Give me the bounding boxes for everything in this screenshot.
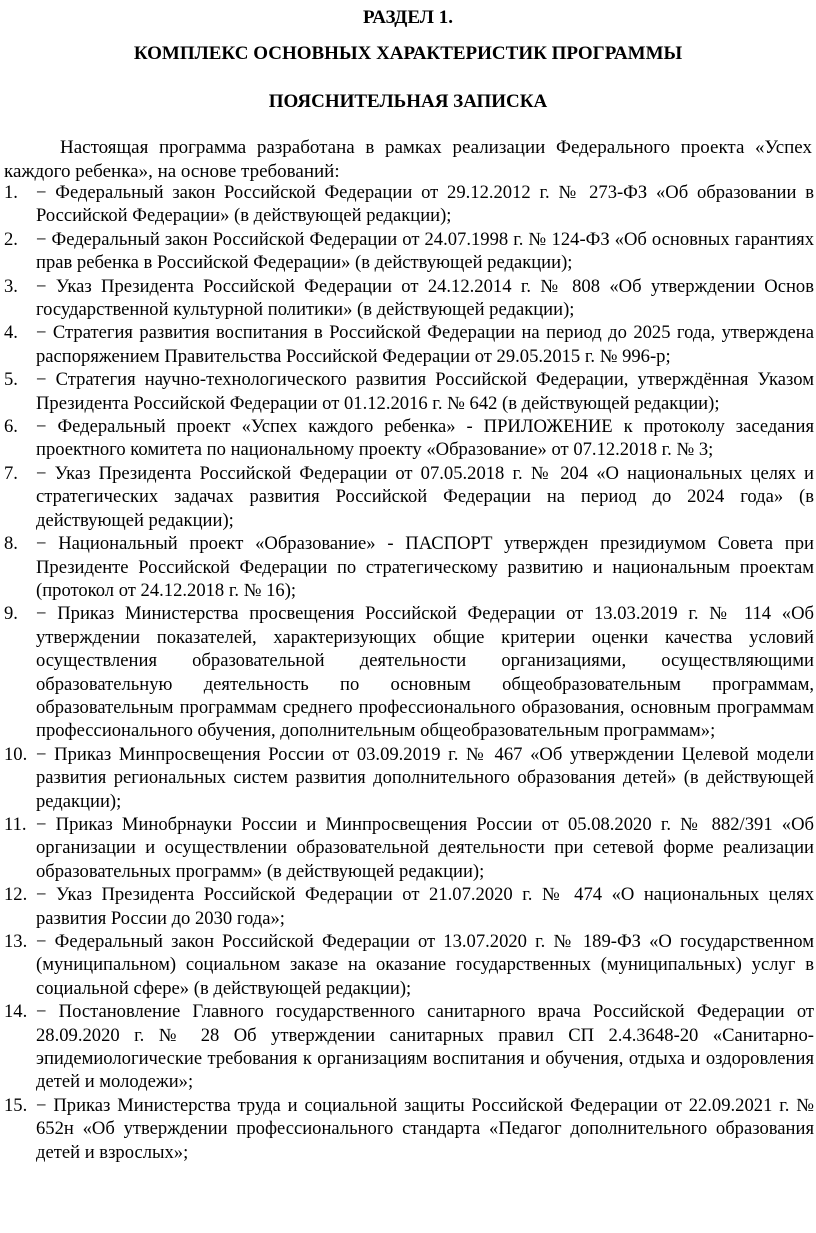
list-item <box>4 883 814 930</box>
list-item-text: − Национальный проект «Образование» - ПАСПОРТ утвержден президиумом Совета при Президенте Российской Федерации по стратегическому развитию и национальным проектам (протокол от 24.12.2018 г. № 16); <box>36 533 814 601</box>
note-title: ПОЯСНИТЕЛЬНАЯ ЗАПИСКА <box>268 91 548 112</box>
section-subtitle: КОМПЛЕКС ОСНОВНЫХ ХАРАКТЕРИСТИК ПРОГРАММЫ <box>133 43 683 64</box>
list-item-number: 3. <box>4 275 18 297</box>
list-item-number: 11. <box>4 813 27 835</box>
list-item-text: − Приказ Минобрнауки России и Минпросвещения России от 05.08.2020 г. № 882/391 «Об организации и осуществлении образовательной деятельности при сетевой форме реализации образовательных программ» (в действующей редакции); <box>36 813 814 882</box>
list-item <box>4 602 814 742</box>
intro-paragraph: Настоящая программа разработана в рамках реализации Федерального проекта «Успех каждого ребенка», на основе требований: <box>4 137 812 182</box>
list-item-text: − Федеральный проект «Успех каждого ребенка» - ПРИЛОЖЕНИЕ к протоколу заседания проектного комитета по национальному проекту «Образование» от 07.12.2018 г. № 3; <box>36 416 814 461</box>
list-item-number: 12. <box>4 884 28 906</box>
list-item <box>4 368 814 415</box>
list-item <box>4 743 814 813</box>
list-item <box>4 813 814 883</box>
list-item-text: − Федеральный закон Российской Федерации от 13.07.2020 г. № 189-ФЗ «О государственном (муниципальном) социальном заказе на оказание государственных (муниципальных) услуг в социальной сфере» (в действующей редакции); <box>36 931 814 999</box>
list-item <box>4 930 814 1000</box>
list-item-number: 10. <box>4 743 28 765</box>
list-item-number: 4. <box>4 322 18 344</box>
list-item-number: 15. <box>4 1094 28 1116</box>
list-item <box>4 275 814 322</box>
section-title: РАЗДЕЛ 1. <box>363 7 453 28</box>
list-item-number: 9. <box>4 603 18 625</box>
list-item-number: 8. <box>4 533 18 555</box>
list-item <box>4 532 814 602</box>
list-item-text: − Приказ Министерства просвещения Российской Федерации от 13.03.2019 г. № 114 «Об утверждении показателей, характеризующих общие критерии оценки качества условий осуществления образовательной деятельности организациями, осуществляющими образовательную деятельность по основным общеобразовательным программам, образовательным программам среднего профессионального образования, основным программам профессионального обучения, дополнительным общеобразовательным программам»; <box>36 603 814 742</box>
list-item-number: 14. <box>4 1001 28 1023</box>
list-item-text: − Приказ Министерства труда и социальной защиты Российской Федерации от 22.09.2021 г. № 652н «Об утверждении профессионального стандарта «Педагог дополнительного образования детей и взрослых»; <box>36 1094 814 1163</box>
list-item-number: 2. <box>4 228 18 250</box>
list-item-number: 13. <box>4 931 28 952</box>
list-item <box>4 181 814 228</box>
list-item-text: − Постановление Главного государственного санитарного врача Российской Федерации от 28.09.2020 г. № 28 Об утверждении санитарных правил СП 2.4.3648-20 «Санитарно-эпидемиологические требования к организациям воспитания и обучения, отдыха и оздоровления детей и молодежи»; <box>36 1001 814 1093</box>
list-item-text: − Указ Президента Российской Федерации от 21.07.2020 г. № 474 «О национальных целях развития России до 2030 года»; <box>36 884 814 929</box>
list-item <box>4 415 814 462</box>
list-item <box>4 228 814 275</box>
requirements-list <box>4 181 814 1164</box>
list-item <box>4 1094 814 1164</box>
list-item-text: − Указ Президента Российской Федерации от 07.05.2018 г. № 204 «О национальных целях и стратегических задачах развития Российской Федерации на период до 2024 года» (в действующей редакции); <box>36 462 814 531</box>
list-item-text: − Указ Президента Российской Федерации от 24.12.2014 г. № 808 «Об утверждении Основ государственной культурной политики» (в действующей редакции); <box>36 275 814 321</box>
list-item-text: − Приказ Минпросвещения России от 03.09.2019 г. № 467 «Об утверждении Целевой модели развития региональных систем развития дополнительного образования детей» (в действующей редакции); <box>36 743 814 812</box>
list-item-number: 1. <box>4 182 18 203</box>
list-item-text: − Федеральный закон Российской Федерации от 29.12.2012 г. № 273-ФЗ «Об образовании в Российской Федерации» (в действующей редакции); <box>36 182 814 227</box>
list-item-number: 5. <box>4 369 18 391</box>
list-item <box>4 321 814 368</box>
list-item-text: − Стратегия научно-технологического развития Российской Федерации, утверждённая Указом Президента Российской Федерации от 01.12.2016 г. № 642 (в действующей редакции); <box>36 369 814 414</box>
list-item <box>4 1000 814 1094</box>
list-item-number: 7. <box>4 462 18 484</box>
list-item-text: − Стратегия развития воспитания в Российской Федерации на период до 2025 года, утверждена распоряжением Правительства Российской Федерации от 29.05.2015 г. № 996-р; <box>36 322 814 367</box>
list-item-number: 6. <box>4 416 18 438</box>
list-item <box>4 462 814 532</box>
list-item-text: − Федеральный закон Российской Федерации от 24.07.1998 г. № 124-ФЗ «Об основных гарантиях прав ребенка в Российской Федерации» (в действующей редакции); <box>36 228 814 274</box>
